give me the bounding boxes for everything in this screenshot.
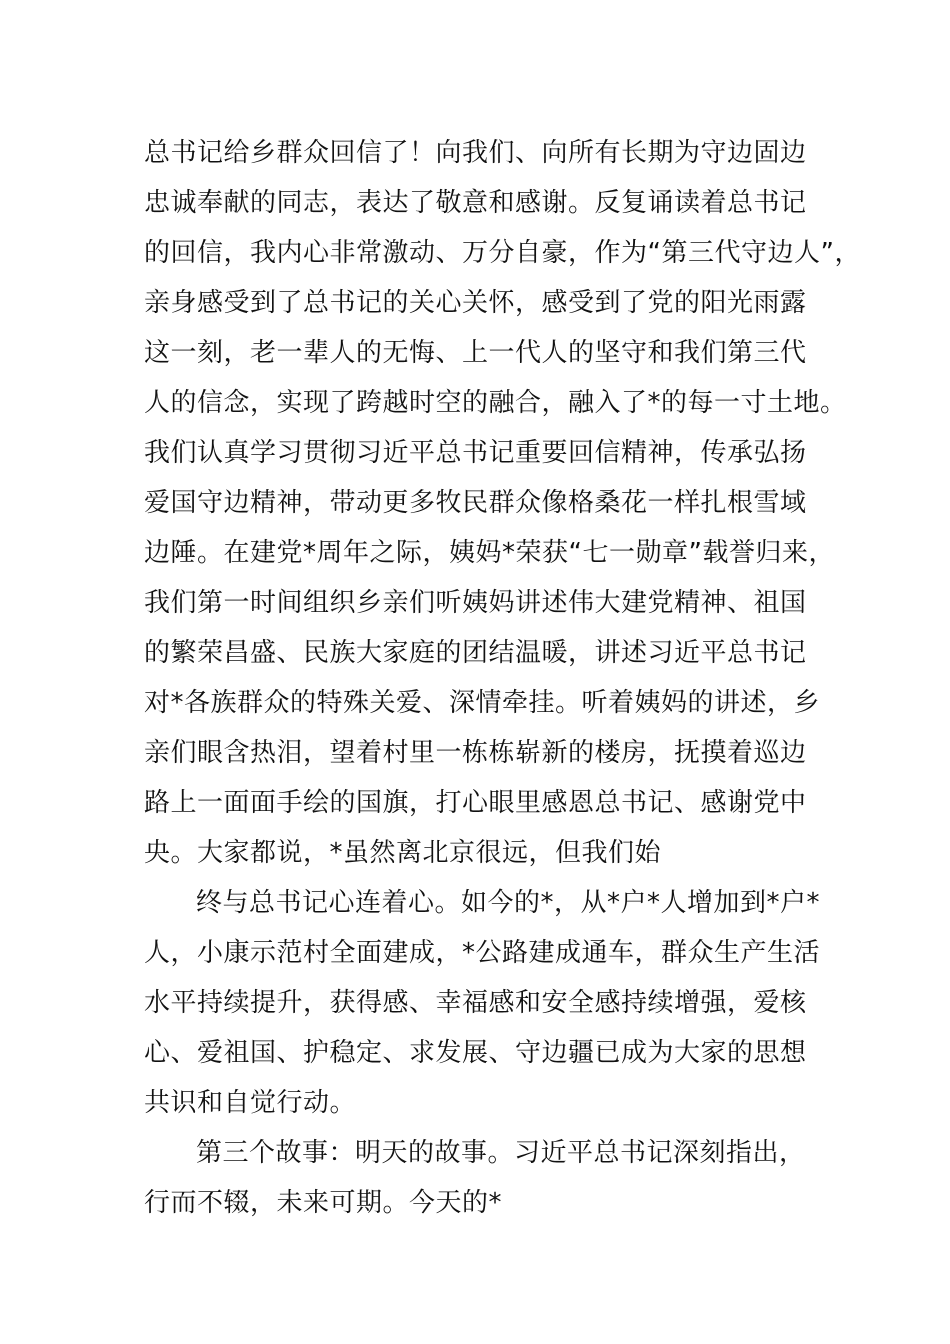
text-line: 爱国守边精神，带动更多牧民群众像格桑花一样扎根雪域 <box>144 488 807 518</box>
text-line: 这一刻，老一辈人的无悔、上一代人的坚守和我们第三代 <box>144 338 807 368</box>
text-line: 忠诚奉献的同志，表达了敬意和感谢。反复诵读着总书记 <box>144 188 807 218</box>
text-line: 的回信，我内心非常激动、万分自豪，作为“第三代守边人”， <box>144 238 861 268</box>
text-line: 行而不辍，未来可期。今天的* <box>144 1188 503 1218</box>
text-line: 央。大家都说，*虽然离北京很远，但我们始 <box>144 838 662 868</box>
text-line: 的繁荣昌盛、民族大家庭的团结温暖，讲述习近平总书记 <box>144 638 807 668</box>
text-line: 心、爱祖国、护稳定、求发展、守边疆已成为大家的思想 <box>144 1038 807 1068</box>
text-line: 我们认真学习贯彻习近平总书记重要回信精神，传承弘扬 <box>144 438 807 468</box>
text-line: 我们第一时间组织乡亲们听姨妈讲述伟大建党精神、祖国 <box>144 588 807 618</box>
text-line-indented: 终与总书记心连着心。如今的*，从*户*人增加到*户* <box>196 888 821 918</box>
text-line: 共识和自觉行动。 <box>144 1088 357 1118</box>
text-line: 总书记给乡群众回信了！向我们、向所有长期为守边固边 <box>144 138 807 168</box>
text-line: 水平持续提升，获得感、幸福感和安全感持续增强，爱核 <box>144 988 807 1018</box>
text-line: 亲们眼含热泪，望着村里一栋栋崭新的楼房，抚摸着巡边 <box>144 738 807 768</box>
text-line: 亲身感受到了总书记的关心关怀，感受到了党的阳光雨露 <box>144 288 807 318</box>
text-line: 对*各族群众的特殊关爱、深情牵挂。听着姨妈的讲述，乡 <box>144 688 821 718</box>
text-line: 路上一面面手绘的国旗，打心眼里感恩总书记、感谢党中 <box>144 788 807 818</box>
body-text <box>144 128 861 1228</box>
text-line: 人的信念，实现了跨越时空的融合，融入了*的每一寸土地。 <box>144 388 847 418</box>
text-line-indented: 第三个故事：明天的故事。习近平总书记深刻指出， <box>196 1138 806 1168</box>
text-line: 人，小康示范村全面建成，*公路建成通车，群众生产生活 <box>144 938 821 968</box>
text-line: 边陲。在建党*周年之际，姨妈*荣获“七一勋章”载誉归来， <box>144 538 835 568</box>
